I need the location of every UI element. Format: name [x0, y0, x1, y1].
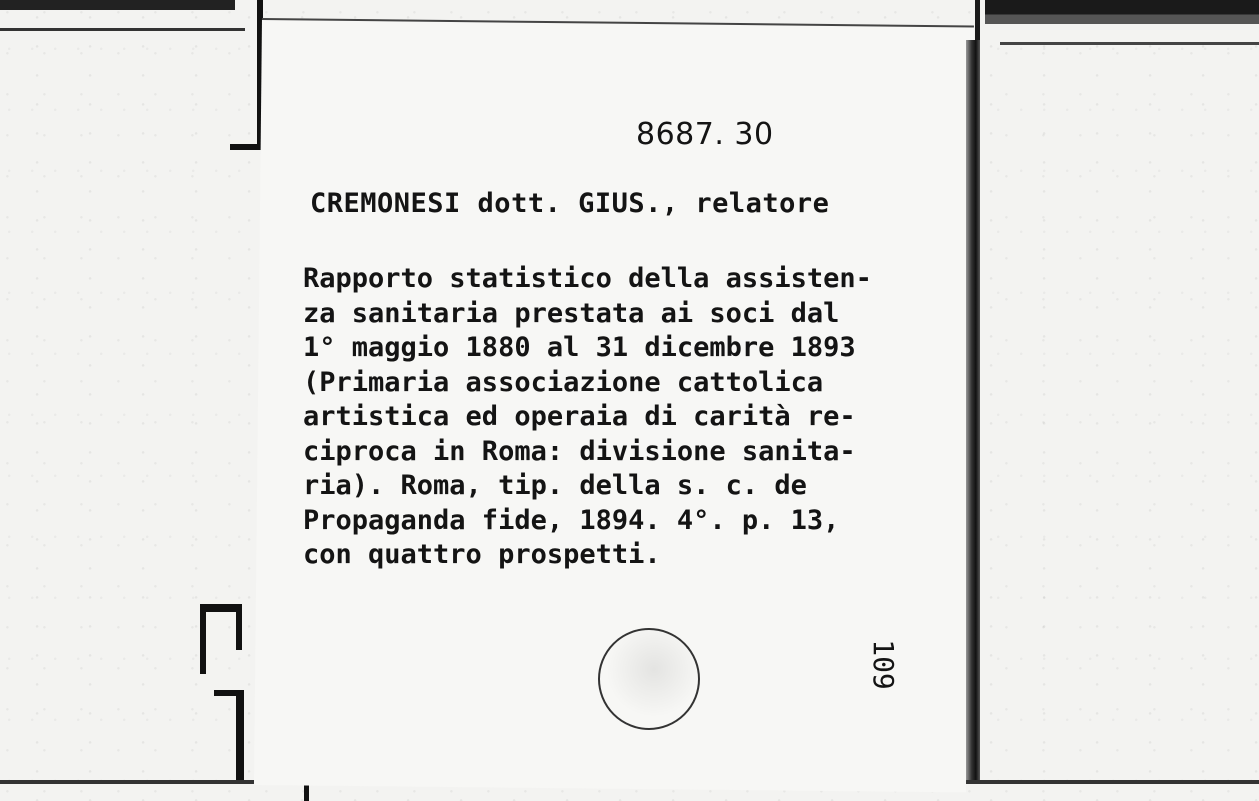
description-line: Propaganda fide, 1894. 4°. p. 13,	[303, 504, 840, 536]
description-line: (Primaria associazione cattolica	[303, 366, 824, 398]
call-number: 8687. 30	[636, 117, 774, 152]
adjacent-card-edge	[0, 28, 245, 31]
adjacent-card-mark	[200, 604, 242, 612]
stamp-number: 109	[866, 639, 900, 690]
description-line: Rapporto statistico della assisten-	[303, 263, 872, 294]
bibliographic-description	[303, 262, 872, 573]
description-line: ciproca in Roma: divisione sanita-	[303, 435, 856, 467]
card-left-edge	[230, 144, 260, 150]
adjacent-card-mark	[236, 612, 242, 650]
punched-hole	[598, 628, 700, 730]
adjacent-card-edge	[1000, 42, 1259, 45]
author-heading: CREMONESI dott. GIUS., relatore	[310, 188, 830, 219]
description-line: artistica ed operaia di carità re-	[303, 401, 856, 432]
description-line: ria). Roma, tip. della s. c. de	[303, 470, 807, 501]
adjacent-card-edge	[975, 0, 980, 40]
adjacent-card-edge	[985, 0, 1259, 24]
adjacent-card-mark	[200, 612, 206, 674]
description-line: con quattro prospetti.	[303, 539, 661, 570]
description-line: za sanitaria prestata ai soci dal	[303, 297, 840, 329]
card-right-edge	[966, 40, 980, 780]
adjacent-card-edge	[0, 0, 235, 10]
adjacent-card-mark	[236, 690, 244, 780]
description-line: 1° maggio 1880 al 31 dicembre 1893	[303, 332, 856, 363]
